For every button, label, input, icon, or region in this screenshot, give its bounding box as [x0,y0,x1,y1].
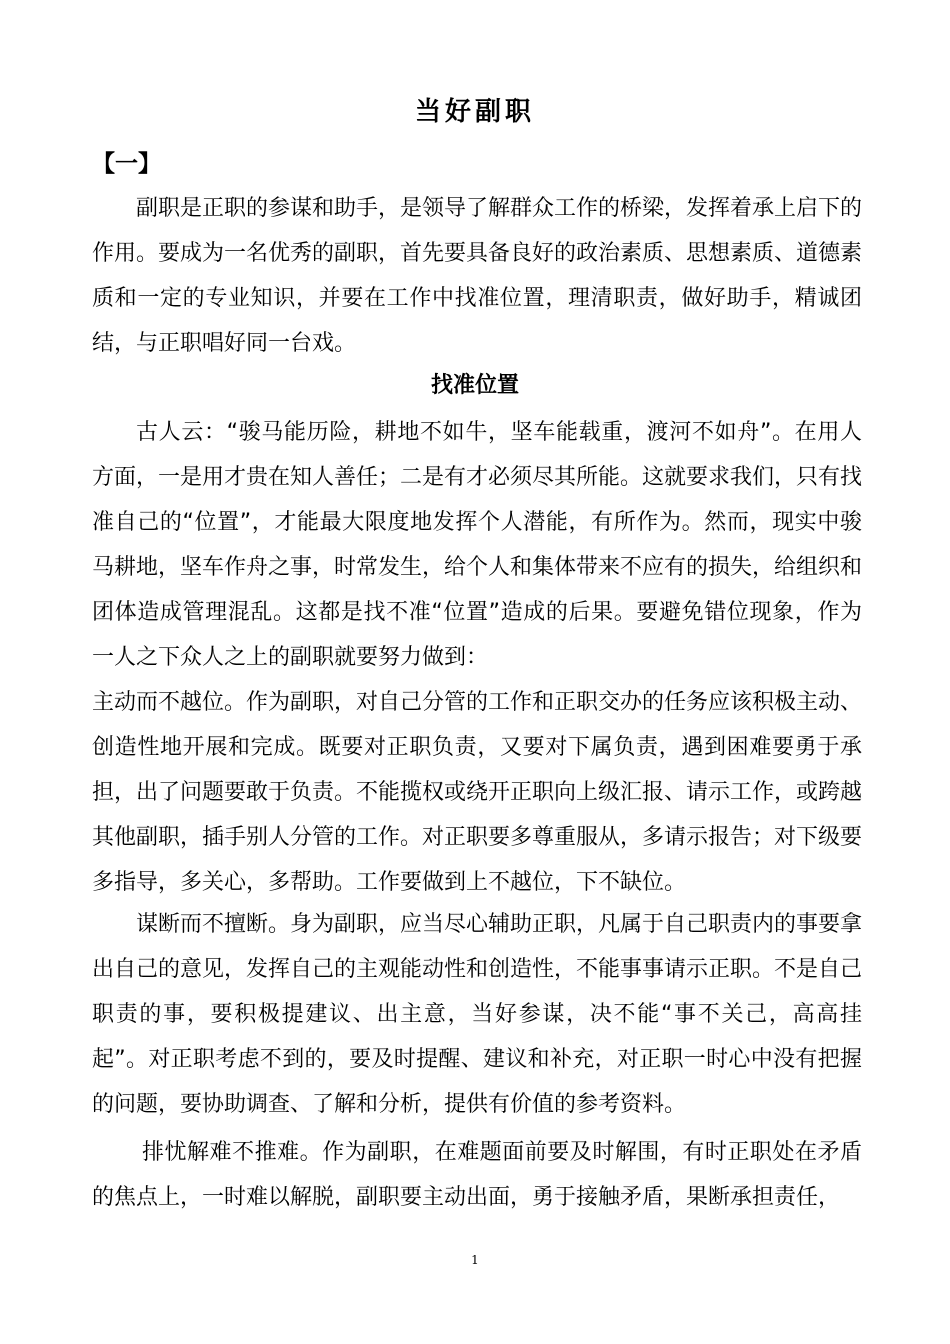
paragraph-relieve-trouble: 排忧解难不推难。作为副职，在难题面前要及时解围，有时正职处在矛盾的焦点上，一时难以解脱，副职要主动出面，勇于接触矛盾，果断承担责任， [92,1140,862,1210]
section-label: 【一】 [92,151,161,177]
paragraph-position: 古人云：“骏马能历险，耕地不如牛，坚车能载重，渡河不如舟”。在用人方面，一是用才贵在知人善任；二是有才必须尽其所能。这就要求我们，只有找准自己的“位置”，才能最大限度地发挥个人潜能，有所作为。然而，现实中骏马耕地，坚车作舟之事，时常发生，给个人和集体带来不应有的损失，给组织和团体造成管理混乱。这都是找不准“位置”造成的后果。要避免错位现象，作为一人之下众人之上的副职就要努力做到： [92,420,863,670]
paragraph-decide-not-arbitrary: 谋断而不擅断。身为副职，应当尽心辅助正职，凡属于自己职责内的事要拿出自己的意见，发挥自己的主观能动性和创造性，不能事事请示正职。不是自己职责的事，要积极提建议、出主意，当好参谋，决不能“事不关己，高高挂起”。对正职考虑不到的，要及时提醒、建议和补充，对正职一时心中没有把握的问题，要协助调查、了解和分析，提供有价值的参考资料。 [92,912,863,1117]
page-number: 1 [471,1253,479,1267]
subheading-find-position: 找准位置 [430,373,519,398]
document-title: 当好副职 [414,97,535,127]
paragraph-intro: 副职是正职的参谋和助手，是领导了解群众工作的桥梁，发挥着承上启下的作用。要成为一名优秀的副职，首先要具备良好的政治素质、思想素质、道德素质和一定的专业知识，并要在工作中找准位置，理清职责，做好助手，精诚团结，与正职唱好同一台戏。 [92,196,863,356]
paragraph-active-not-overstep: 主动而不越位。作为副职，对自己分管的工作和正职交办的任务应该积极主动、创造性地开展和完成。既要对正职负责，又要对下属负责，遇到困难要勇于承担，出了问题要敢于负责。不能揽权或绕开正职向上级汇报、请示工作，或跨越其他副职，插手别人分管的工作。对正职要多尊重服从，多请示报告；对下级要多指导，多关心，多帮助。工作要做到上不越位，下不缺位。 [92,690,863,895]
